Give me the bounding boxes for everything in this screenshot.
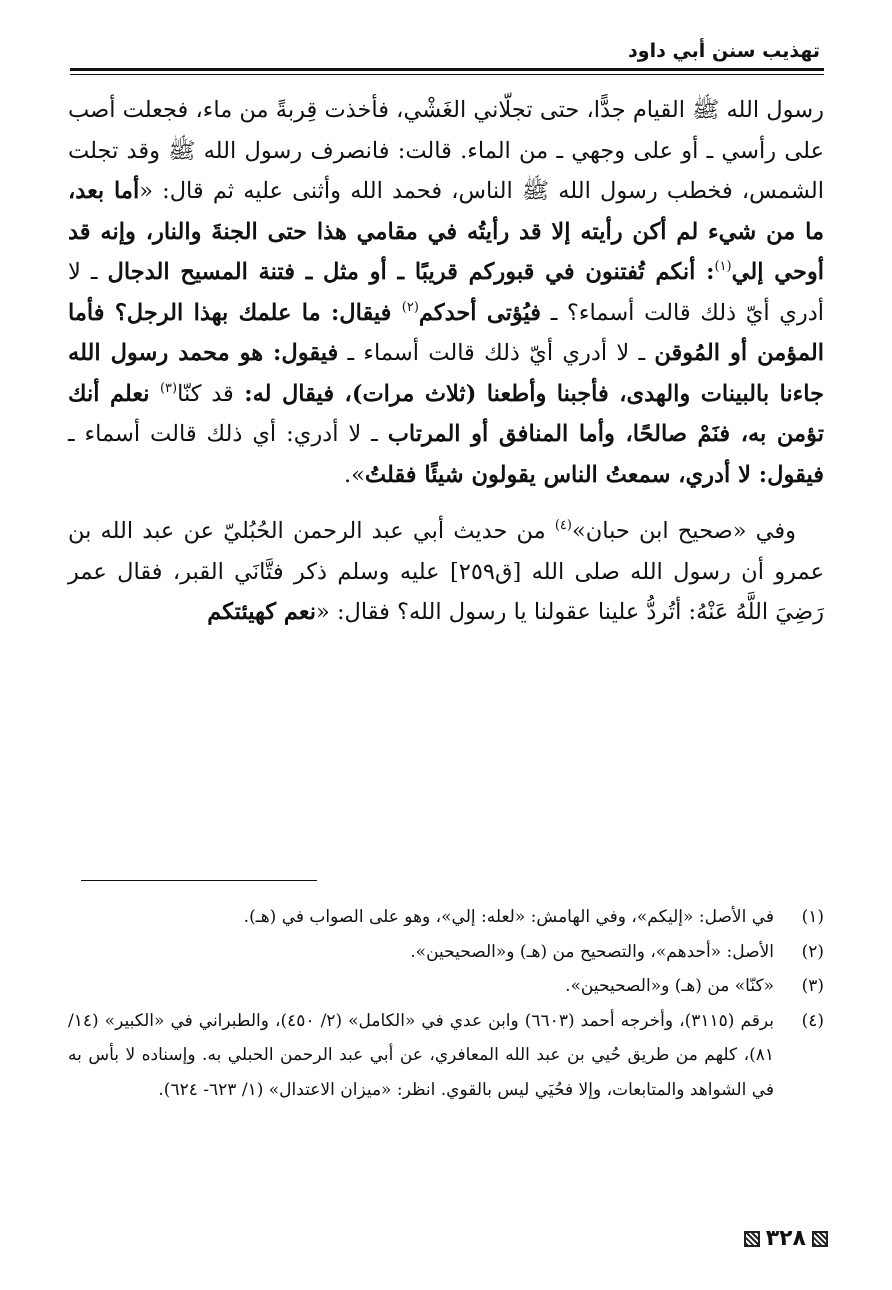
footnote-number: (٢): [801, 941, 824, 962]
footnote-text: برقم (٣١١٥)، وأخرجه أحمد (٦٦٠٣) وابن عدي في «الكامل» (٢/ ٤٥٠)، والطبراني في «الكبير» (١٤/ ٨١)، كلهم من طريق حُيي بن عبد الله المعافري، عن أبي عبد الرحمن الحبلي به. وإسناده لا بأس به في الشواهد والمتابعات، وإلا فحُيَي ليس بالقوي. انظر: «ميزان الاعتدال» (١/ ٦٢٣- ٦٢٤).: [68, 1010, 775, 1100]
hadith-text: فيقال: ما علمك بهذا الرجل؟ فأما المؤمن أو المُوقن: [68, 299, 824, 366]
text-span: من حديث أبي عبد الرحمن الحُبُليّ عن عبد الله بن عمرو أن رسول الله صلى الله [ق٢٥٩] عليه وسلم ذكر فتَّانَي القبر، فقال عمر رَضِيَ اللَّهُ عَنْهُ: أتُردُّ علينا عقولنا يا رسول الله؟ فقال: «: [68, 518, 824, 625]
hadith-text: فيُؤتى أحدكم: [418, 299, 542, 326]
footnote-3: [68, 969, 824, 1004]
ornament-icon: [744, 1231, 760, 1247]
footnote-number: (٣): [801, 976, 824, 996]
hadith-text: فيقول: لا أدري، سمعتُ الناس يقولون شيئًا فقلتُ: [364, 461, 824, 488]
footnote-number: (٤): [801, 1010, 824, 1031]
hadith-text: : أنكم تُفتنون في قبوركم قريبًا ـ أو مثل ـ فتنة المسيح الدجال: [107, 259, 715, 285]
footnote-2: [68, 935, 824, 970]
footnote-4: [68, 1004, 824, 1108]
footnote-text: في الأصل: «إليكم»، وفي الهامش: «لعله: إلي»، وهو على الصواب في (هـ).: [243, 907, 774, 927]
hadith-text: أما بعد، ما من شيء لم أكن رأيته إلا قد رأيتُه في مقامي هذا حتى الجنةَ والنار، وإنه قد أوحي إلي: [68, 178, 824, 285]
hadith-text: فيقول: هو محمد رسول الله جاءنا بالبينات والهدى، فأجبنا وأطعنا (ثلاث مرات)، فيقال له:: [68, 340, 825, 407]
header-rule-thin: [70, 74, 824, 75]
footnote-separator: [81, 880, 317, 881]
hadith-text: نعم كهيئتكم: [207, 599, 317, 625]
paragraph-1: [68, 90, 824, 495]
footnote-text: الأصل: «أحدهم»، والتصحيح من (هـ) و«الصحيحين».: [410, 941, 774, 962]
ornament-icon: [812, 1231, 828, 1247]
page-footer: [744, 1226, 828, 1251]
text-span: ».: [343, 461, 365, 488]
text-span: رسول الله ﷺ القيام جدًّا، حتى تجلّاني الغَشْي، فأخذت قِربةً من ماء، فجعلت أصب على رأسي ـ أو على وجهي ـ من الماء. قالت: فانصرف رسول الله ﷺ وقد تجلت الشمس، فخطب رسول الله ﷺ الناس، فحمد الله وأثنى عليه ثم قال: «: [68, 97, 824, 204]
footnote-ref-4[interactable]: (٤): [554, 518, 572, 533]
footnote-1: [68, 900, 824, 935]
text-span: وفي «صحيح ابن حبان»: [571, 518, 797, 544]
narrator-aside: ـ لا أدري: أي ذلك قالت أسماء ـ: [68, 421, 388, 447]
narrator-aside: ـ لا أدري أيّ ذلك قالت أسماء؟ ـ: [68, 259, 824, 326]
hadith-text: نعلم أنك تؤمن به، فنَمْ صالحًا، وأما المنافق أو المرتاب: [68, 380, 824, 447]
header-rule-thick: [70, 68, 824, 71]
paragraph-2: [68, 511, 824, 633]
main-text: [68, 90, 824, 633]
text-span: قد كنّا: [177, 380, 234, 407]
page-number: ٣٢٨: [765, 1226, 806, 1251]
footnote-number: (١): [801, 907, 824, 927]
narrator-aside: ـ لا أدري أيّ ذلك قالت أسماء ـ: [338, 340, 655, 366]
running-header: [70, 36, 824, 76]
running-header-title: تهذيب سنن أبي داود: [628, 40, 820, 62]
footnote-ref-3[interactable]: (٣): [159, 380, 178, 396]
footnote-ref-2[interactable]: (٢): [401, 299, 419, 315]
footnotes: [68, 900, 824, 1107]
footnote-text: «كنّا» من (هـ) و«الصحيحين».: [565, 976, 774, 996]
footnote-ref-1[interactable]: (١): [714, 259, 732, 274]
